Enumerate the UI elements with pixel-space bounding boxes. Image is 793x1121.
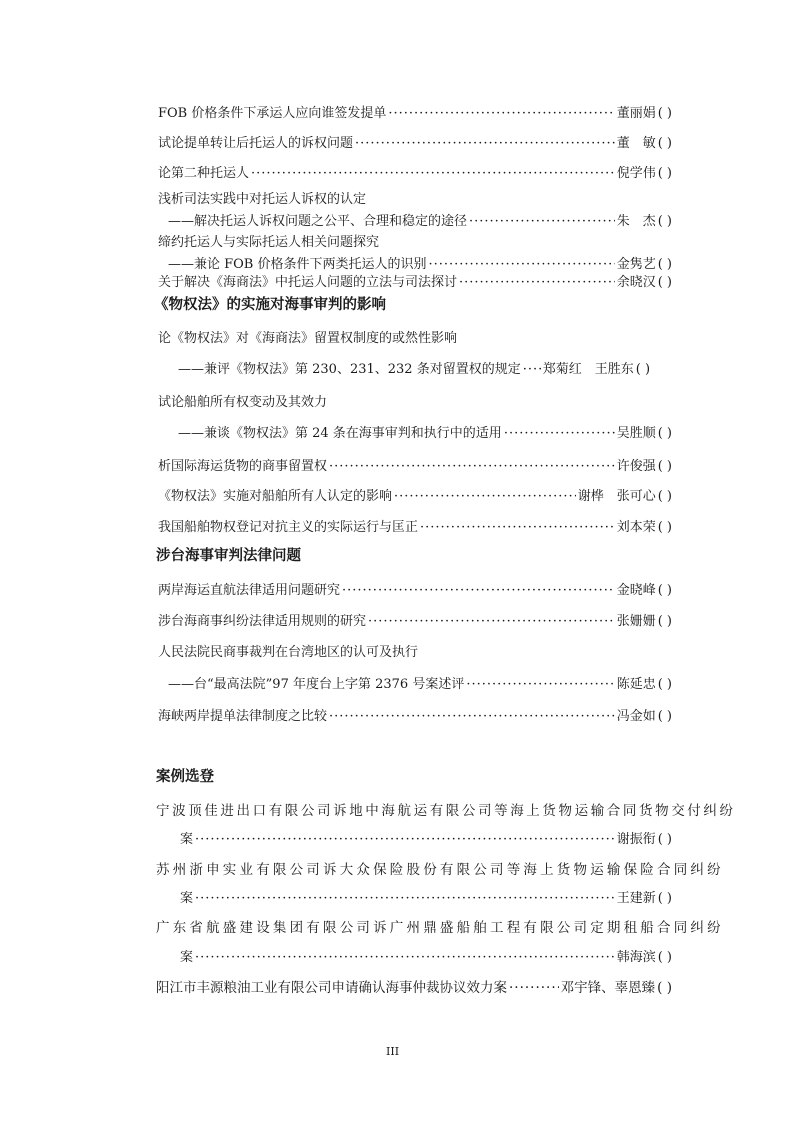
entry-subtitle: ——兼谈《物权法》第 24 条在海事审判和执行中的适用 — [178, 426, 502, 441]
entry-title: FOB 价格条件下承运人应向谁签发提单 — [158, 106, 387, 121]
toc-entry — [158, 583, 672, 599]
entry-page: ( ) — [657, 709, 672, 724]
dot-leader — [368, 614, 615, 630]
entry-subtitle: ——台“最高法院”97 年度台上字第 2376 号案述评 — [168, 677, 465, 692]
entry-page: ( ) — [657, 583, 672, 598]
entry-page: ( ) — [657, 459, 672, 474]
toc-entry — [158, 275, 672, 291]
entry-author: 张姗姗 — [616, 614, 656, 629]
entry-title: 宁波顶佳进出口有限公司诉地中海航运有限公司等海上货物运输合同货物交付纠纷 — [156, 803, 736, 819]
dot-leader — [388, 106, 614, 122]
entry-title: 人民法院民商事裁判在台湾地区的认可及执行 — [158, 645, 419, 660]
entry-title: 试论提单转让后托运人的诉权问题 — [158, 136, 354, 151]
dot-leader — [469, 214, 615, 230]
entry-subtitle: ——兼评《物权法》第 230、231、232 条对留置权的规定 — [178, 362, 521, 377]
toc-entry — [156, 980, 672, 996]
toc-entry — [180, 950, 672, 966]
entry-title: 苏州浙申实业有限公司诉大众保险股份有限公司等海上货物运输保险合同纠纷 — [156, 862, 724, 878]
entry-author: 谢振衔 — [616, 832, 656, 847]
toc-entry — [158, 166, 672, 182]
dot-leader — [394, 489, 576, 505]
entry-page: ( ) — [657, 832, 672, 847]
entry-title: 缔约托运人与实际托运人相关问题探究 — [158, 235, 380, 250]
toc-entry — [168, 214, 672, 230]
dot-leader — [509, 980, 559, 996]
entry-author: 冯金如 — [616, 709, 656, 724]
entry-page: ( ) — [657, 677, 672, 692]
entry-title: 关于解决《海商法》中托运人问题的立法与司法探讨 — [158, 275, 458, 290]
entry-title: 我国船舶物权登记对抗主义的实际运行与匡正 — [158, 520, 419, 535]
toc-entry — [168, 677, 672, 693]
entry-title-continued: 案 — [180, 950, 194, 965]
entry-author: 谢桦 张可心 — [577, 489, 656, 504]
entry-title: 涉台海商事纠纷法律适用规则的研究 — [158, 614, 367, 629]
entry-author: 朱 杰 — [616, 214, 656, 229]
toc-entry — [178, 362, 672, 378]
entry-title-continued: 案 — [180, 891, 194, 906]
entry-page: ( ) — [657, 166, 672, 181]
dot-leader — [429, 257, 615, 273]
dot-leader — [342, 583, 615, 599]
entry-page: ( ) — [657, 214, 672, 229]
toc-entry — [168, 257, 672, 273]
entry-title: 浅析司法实践中对托运人诉权的认定 — [158, 192, 367, 207]
entry-author: 韩海滨 — [616, 950, 656, 965]
entry-title: 论《物权法》对《海商法》留置权制度的或然性影响 — [158, 331, 458, 346]
dot-leader — [355, 136, 615, 152]
entry-author: 董 敏 — [616, 136, 656, 151]
dot-leader — [195, 832, 615, 848]
dot-leader — [504, 426, 615, 442]
dot-leader — [329, 709, 615, 725]
entry-page: ( ) — [657, 136, 672, 151]
entry-title: 论第二种托运人 — [158, 166, 250, 181]
entry-page: ( ) — [657, 950, 672, 965]
toc-entry — [158, 709, 672, 725]
entry-title-continued: 案 — [180, 832, 194, 847]
entry-title: 试论船舶所有权变动及其效力 — [158, 395, 328, 410]
toc-entry — [178, 426, 672, 442]
toc-entry — [158, 614, 672, 630]
entry-page: ( ) — [657, 980, 672, 996]
toc-entry — [158, 136, 672, 152]
dot-leader — [466, 677, 614, 693]
entry-page: ( ) — [657, 891, 672, 906]
section-heading: 《物权法》的实施对海事审判的影响 — [154, 297, 386, 313]
entry-page: ( ) — [635, 362, 651, 377]
page-number: III — [386, 1045, 400, 1058]
entry-author: 董丽娟 — [616, 106, 656, 121]
toc-entry — [158, 106, 672, 122]
entry-subtitle: ——解决托运人诉权问题之公平、合理和稳定的途径 — [168, 214, 468, 229]
toc-entry — [158, 520, 672, 536]
dot-leader — [251, 166, 615, 182]
entry-author: 许俊强 — [616, 459, 656, 474]
entry-title: 阳江市丰源粮油工业有限公司申请确认海事仲裁协议效力案 — [156, 980, 507, 996]
dot-leader — [459, 275, 615, 291]
dot-leader — [420, 520, 615, 536]
entry-author: 邓宇锋、辜恩臻 — [560, 980, 656, 996]
entry-page: ( ) — [657, 257, 672, 272]
section-heading: 案例选登 — [156, 769, 214, 785]
entry-subtitle: ——兼论 FOB 价格条件下两类托运人的识别 — [168, 257, 427, 272]
dot-leader — [329, 459, 615, 475]
entry-title: 析国际海运货物的商事留置权 — [158, 459, 328, 474]
section-heading: 涉台海事审判法律问题 — [156, 548, 301, 564]
entry-title: 《物权法》实施对船舶所有人认定的影响 — [158, 489, 393, 504]
entry-title: 广东省航盛建设集团有限公司诉广州鼎盛船舶工程有限公司定期租船合同纠纷 — [156, 920, 724, 936]
toc-entry — [180, 832, 672, 848]
entry-author: 余晓汉 — [616, 275, 656, 290]
entry-author: 倪学伟 — [616, 166, 656, 181]
toc-entry — [180, 891, 672, 907]
dot-leader — [195, 891, 615, 907]
entry-page: ( ) — [657, 520, 672, 535]
entry-author: 陈延忠 — [616, 677, 656, 692]
entry-author: 王建新 — [616, 891, 656, 906]
dot-leader — [195, 950, 615, 966]
entry-page: ( ) — [657, 426, 672, 441]
entry-author: 郑菊红 王胜东 — [542, 362, 634, 377]
dot-leader — [523, 362, 541, 378]
entry-page: ( ) — [657, 275, 672, 290]
entry-author: 吴胜顺 — [616, 426, 656, 441]
entry-page: ( ) — [657, 614, 672, 629]
entry-title: 两岸海运直航法律适用问题研究 — [158, 583, 341, 598]
entry-page: ( ) — [657, 489, 672, 504]
entry-page: ( ) — [657, 106, 672, 121]
entry-author: 金隽艺 — [616, 257, 656, 272]
entry-author: 金晓峰 — [616, 583, 656, 598]
toc-entry — [158, 459, 672, 475]
toc-entry — [158, 489, 672, 505]
entry-author: 刘本荣 — [616, 520, 656, 535]
entry-title: 海峡两岸提单法律制度之比较 — [158, 709, 328, 724]
